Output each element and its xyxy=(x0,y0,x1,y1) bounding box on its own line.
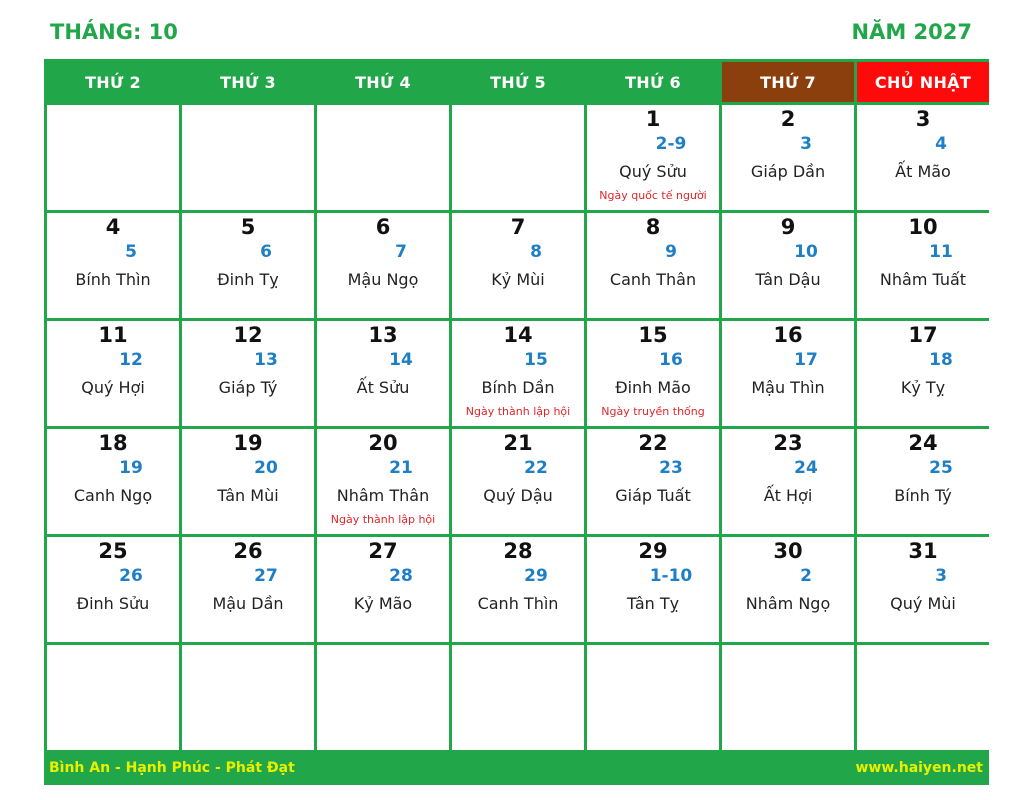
day-cell xyxy=(47,537,179,642)
lunar-date: 16 xyxy=(659,350,683,370)
day-cell xyxy=(857,321,989,426)
day-number: 23 xyxy=(773,431,803,455)
empty-cell xyxy=(47,645,179,750)
canchi-label: Quý Sửu xyxy=(619,162,687,181)
footer-slogan: Bình An - Hạnh Phúc - Phát Đạt xyxy=(49,760,295,776)
day-cell xyxy=(182,213,314,318)
lunar-date: 3 xyxy=(935,566,947,586)
empty-cell xyxy=(182,645,314,750)
lunar-date: 21 xyxy=(389,458,413,478)
canchi-label: Quý Mùi xyxy=(890,594,956,613)
day-number: 4 xyxy=(105,215,121,239)
day-number: 12 xyxy=(233,323,263,347)
day-number: 6 xyxy=(375,215,391,239)
canchi-label: Bính Thìn xyxy=(75,270,151,289)
canchi-label: Mậu Dần xyxy=(212,594,284,613)
day-number: 3 xyxy=(915,107,931,131)
year-label: NĂM 2027 xyxy=(851,20,972,44)
lunar-date: 29 xyxy=(524,566,548,586)
footer-website[interactable]: www.haiyen.net xyxy=(855,760,983,776)
canchi-label: Đinh Tỵ xyxy=(217,270,279,289)
canchi-label: Giáp Dần xyxy=(750,162,826,181)
canchi-label: Tân Tỵ xyxy=(626,594,680,613)
day-number: 16 xyxy=(773,323,803,347)
event-label: Ngày quốc tế người xyxy=(599,189,707,202)
canchi-label: Giáp Tuất xyxy=(615,486,691,505)
event-label: Ngày truyền thống xyxy=(601,405,705,418)
day-cell xyxy=(722,429,854,534)
day-cell xyxy=(182,429,314,534)
day-number: 29 xyxy=(638,539,668,563)
day-cell xyxy=(587,105,719,210)
day-number: 28 xyxy=(503,539,533,563)
day-number: 11 xyxy=(98,323,128,347)
lunar-date: 9 xyxy=(665,242,677,262)
lunar-date: 2-9 xyxy=(655,134,687,154)
lunar-date: 6 xyxy=(260,242,272,262)
lunar-date: 25 xyxy=(929,458,953,478)
day-cell xyxy=(317,213,449,318)
day-number: 30 xyxy=(773,539,803,563)
weekday-header-mon: THỨ 2 xyxy=(47,62,179,102)
day-cell xyxy=(452,429,584,534)
day-cell xyxy=(47,429,179,534)
weekday-header-fri: THỨ 6 xyxy=(587,62,719,102)
day-cell xyxy=(722,537,854,642)
day-cell xyxy=(722,213,854,318)
lunar-date: 26 xyxy=(119,566,143,586)
lunar-date: 1-10 xyxy=(649,566,693,586)
lunar-date: 7 xyxy=(395,242,407,262)
day-number: 15 xyxy=(638,323,668,347)
lunar-date: 19 xyxy=(119,458,143,478)
lunar-date: 10 xyxy=(794,242,818,262)
day-cell xyxy=(587,321,719,426)
canchi-label: Kỷ Tỵ xyxy=(900,378,946,397)
lunar-date: 4 xyxy=(935,134,947,154)
day-number: 7 xyxy=(510,215,526,239)
empty-cell xyxy=(587,645,719,750)
canchi-label: Quý Hợi xyxy=(81,378,145,397)
canchi-label: Nhâm Ngọ xyxy=(745,594,831,613)
empty-cell xyxy=(452,105,584,210)
empty-cell xyxy=(722,645,854,750)
day-cell xyxy=(587,213,719,318)
lunar-date: 27 xyxy=(254,566,278,586)
day-cell xyxy=(317,429,449,534)
day-number: 24 xyxy=(908,431,938,455)
day-cell xyxy=(452,321,584,426)
day-cell xyxy=(317,537,449,642)
day-number: 17 xyxy=(908,323,938,347)
day-cell xyxy=(587,429,719,534)
empty-cell xyxy=(317,645,449,750)
day-number: 18 xyxy=(98,431,128,455)
day-number: 1 xyxy=(645,107,661,131)
day-cell xyxy=(317,321,449,426)
lunar-date: 17 xyxy=(794,350,818,370)
day-cell xyxy=(857,213,989,318)
lunar-date: 28 xyxy=(389,566,413,586)
lunar-date: 18 xyxy=(929,350,953,370)
day-cell xyxy=(857,105,989,210)
canchi-label: Canh Thân xyxy=(609,270,697,289)
day-number: 13 xyxy=(368,323,398,347)
lunar-date: 12 xyxy=(119,350,143,370)
day-cell xyxy=(722,321,854,426)
weekday-header-thu: THỨ 5 xyxy=(452,62,584,102)
day-cell xyxy=(452,213,584,318)
empty-cell xyxy=(452,645,584,750)
canchi-label: Canh Thìn xyxy=(477,594,559,613)
canchi-label: Bính Tý xyxy=(894,486,952,505)
day-number: 2 xyxy=(780,107,796,131)
day-cell xyxy=(47,213,179,318)
lunar-date: 23 xyxy=(659,458,683,478)
day-number: 10 xyxy=(908,215,938,239)
empty-cell xyxy=(317,105,449,210)
canchi-label: Giáp Tý xyxy=(218,378,278,397)
canchi-label: Tân Mùi xyxy=(217,486,279,505)
month-label: THÁNG: 10 xyxy=(50,20,178,44)
weekday-header-sat: THỨ 7 xyxy=(722,62,854,102)
day-cell xyxy=(857,537,989,642)
day-cell xyxy=(587,537,719,642)
day-number: 9 xyxy=(780,215,796,239)
lunar-date: 24 xyxy=(794,458,818,478)
canchi-label: Kỷ Mùi xyxy=(491,270,545,289)
canchi-label: Quý Dậu xyxy=(483,486,553,505)
day-number: 27 xyxy=(368,539,398,563)
weekday-header-sun: CHỦ NHẬT xyxy=(857,62,989,102)
canchi-label: Đinh Sửu xyxy=(76,594,150,613)
canchi-label: Mậu Ngọ xyxy=(347,270,419,289)
day-cell xyxy=(452,537,584,642)
lunar-date: 5 xyxy=(125,242,137,262)
calendar-board xyxy=(44,59,989,785)
day-number: 19 xyxy=(233,431,263,455)
lunar-date: 20 xyxy=(254,458,278,478)
lunar-date: 14 xyxy=(389,350,413,370)
day-cell xyxy=(857,429,989,534)
day-number: 5 xyxy=(240,215,256,239)
canchi-label: Tân Dậu xyxy=(755,270,821,289)
canchi-label: Kỷ Mão xyxy=(353,594,413,613)
lunar-date: 8 xyxy=(530,242,542,262)
lunar-date: 15 xyxy=(524,350,548,370)
canchi-label: Canh Ngọ xyxy=(73,486,153,505)
canchi-label: Nhâm Thân xyxy=(336,486,430,505)
lunar-date: 13 xyxy=(254,350,278,370)
event-label: Ngày thành lập hội xyxy=(330,513,436,526)
day-number: 25 xyxy=(98,539,128,563)
day-number: 14 xyxy=(503,323,533,347)
day-cell xyxy=(722,105,854,210)
canchi-label: Đinh Mão xyxy=(615,378,691,397)
weekday-header-tue: THỨ 3 xyxy=(182,62,314,102)
canchi-label: Mậu Thìn xyxy=(751,378,825,397)
empty-cell xyxy=(47,105,179,210)
day-number: 20 xyxy=(368,431,398,455)
lunar-date: 22 xyxy=(524,458,548,478)
day-number: 22 xyxy=(638,431,668,455)
day-cell xyxy=(182,321,314,426)
day-number: 26 xyxy=(233,539,263,563)
canchi-label: Ất Sửu xyxy=(356,378,410,397)
canchi-label: Bính Dần xyxy=(481,378,555,397)
empty-cell xyxy=(857,645,989,750)
lunar-date: 11 xyxy=(929,242,953,262)
calendar-grid xyxy=(47,62,989,750)
day-cell xyxy=(47,321,179,426)
event-label: Ngày thành lập hội xyxy=(465,405,571,418)
canchi-label: Ất Mão xyxy=(895,162,951,181)
canchi-label: Ất Hợi xyxy=(763,486,813,505)
lunar-date: 2 xyxy=(800,566,812,586)
canchi-label: Nhâm Tuất xyxy=(879,270,967,289)
lunar-date: 3 xyxy=(800,134,812,154)
day-cell xyxy=(182,537,314,642)
day-number: 8 xyxy=(645,215,661,239)
day-number: 31 xyxy=(908,539,938,563)
empty-cell xyxy=(182,105,314,210)
weekday-header-wed: THỨ 4 xyxy=(317,62,449,102)
day-number: 21 xyxy=(503,431,533,455)
